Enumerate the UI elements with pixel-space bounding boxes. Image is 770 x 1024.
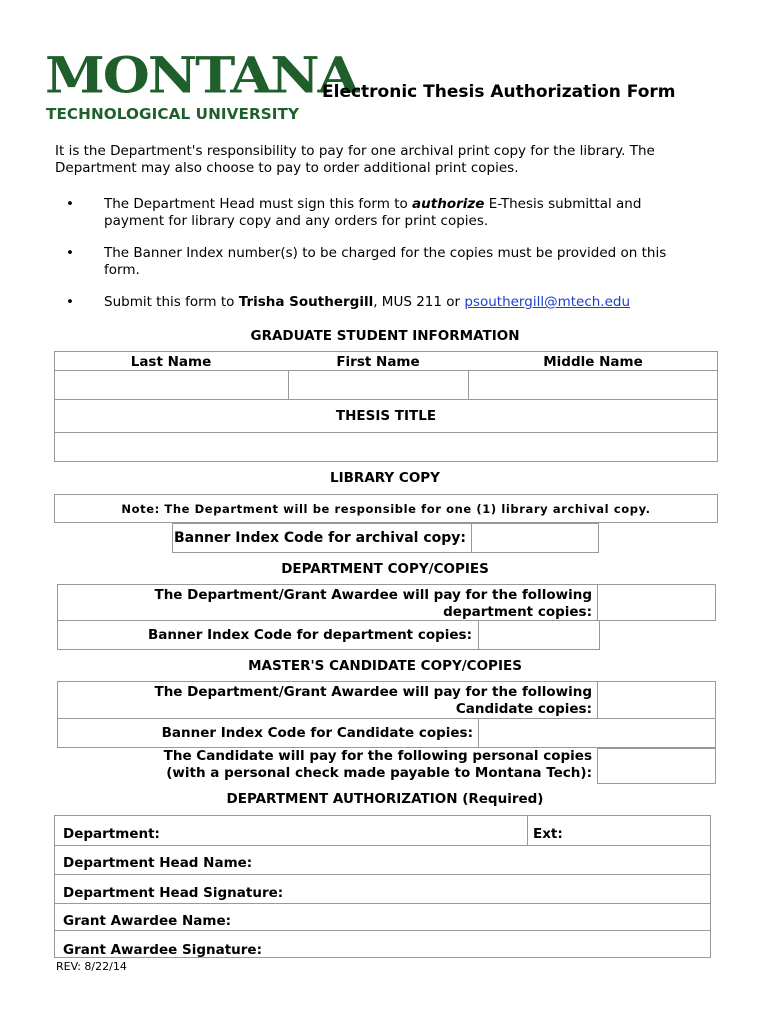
candidate-personal-copies-field[interactable] — [597, 748, 716, 784]
logo-wordmark: MONTANA — [45, 45, 358, 105]
bullet-submit — [104, 294, 704, 311]
archival-banner-field[interactable] — [471, 523, 599, 553]
thesis-title-header: THESIS TITLE — [335, 408, 437, 424]
department-pay-label-line2: department copies: — [443, 604, 592, 620]
logo-subtitle: TECHNOLOGICAL UNIVERSITY — [46, 105, 300, 123]
middle-name-header: Middle Name — [543, 354, 643, 370]
department-pay-label-line1: The Department/Grant Awardee will pay for the following — [154, 587, 592, 603]
department-head-signature-label: Department Head Signature: — [63, 885, 284, 901]
form-title: Electronic Thesis Authorization Form — [322, 82, 676, 102]
bullet-department-head — [104, 196, 704, 230]
candidate-copies-field[interactable] — [597, 681, 716, 719]
candidate-personal-label-line2: (with a personal check made payable to Montana Tech): — [166, 765, 592, 781]
grant-awardee-name-label: Grant Awardee Name: — [63, 913, 232, 929]
grant-awardee-signature-label: Grant Awardee Signature: — [63, 942, 262, 958]
library-note: Note: The Department will be responsible for one (1) library archival copy. — [121, 502, 651, 516]
section-heading-library: LIBRARY COPY — [330, 470, 440, 486]
contact-email-link[interactable]: psouthergill@mtech.edu — [464, 294, 631, 310]
bullet-banner-index: The Banner Index number(s) to be charged for the copies must be provided on this form. — [104, 245, 667, 278]
bullet-dot: • — [66, 294, 74, 310]
section-heading-department: DEPARTMENT COPY/COPIES — [281, 561, 489, 577]
bullet-text: The Department Head must sign this form to — [104, 196, 413, 212]
ext-label: Ext: — [533, 826, 563, 842]
montana-tech-logo — [45, 45, 358, 105]
thesis-title-field[interactable] — [54, 432, 718, 462]
department-copies-field[interactable] — [597, 584, 716, 621]
archival-banner-label: Banner Index Code for archival copy: — [173, 530, 466, 546]
bullet-text: , MUS 211 or — [373, 294, 465, 310]
last-name-header: Last Name — [130, 354, 212, 370]
candidate-pay-label-line1: The Department/Grant Awardee will pay for the following — [154, 684, 592, 700]
bullet-text: E-Thesis submittal and payment for library copy and any orders for print copies. — [104, 196, 642, 229]
candidate-pay-label-line2: Candidate copies: — [455, 701, 592, 717]
bullet-dot: • — [66, 196, 74, 212]
first-name-field[interactable] — [288, 370, 469, 400]
department-banner-field[interactable] — [478, 620, 600, 650]
candidate-banner-field[interactable] — [478, 718, 716, 748]
middle-name-field[interactable] — [468, 370, 718, 400]
candidate-banner-label: Banner Index Code for Candidate copies: — [161, 725, 473, 741]
department-label: Department: — [63, 826, 160, 842]
section-heading-authorization: DEPARTMENT AUTHORIZATION (Required) — [226, 791, 544, 807]
department-banner-label: Banner Index Code for department copies: — [147, 627, 472, 643]
bullet-text: Submit this form to — [104, 294, 239, 310]
contact-name: Trisha Southergill — [238, 294, 374, 310]
section-heading-candidate: MASTER'S CANDIDATE COPY/COPIES — [248, 658, 522, 674]
section-heading-student: GRADUATE STUDENT INFORMATION — [250, 328, 520, 344]
revision-date: REV: 8/22/14 — [56, 960, 127, 973]
first-name-header: First Name — [336, 354, 420, 370]
department-head-name-label: Department Head Name: — [63, 855, 253, 871]
intro-paragraph: It is the Department's responsibility to pay for one archival print copy for the library. The Department may also choose to pay to order additional print copies. — [55, 143, 655, 176]
candidate-personal-label-line1: The Candidate will pay for the following personal copies — [163, 748, 592, 764]
last-name-field[interactable] — [54, 370, 289, 400]
bullet-emphasis: authorize — [412, 196, 485, 212]
bullet-dot: • — [66, 245, 74, 261]
